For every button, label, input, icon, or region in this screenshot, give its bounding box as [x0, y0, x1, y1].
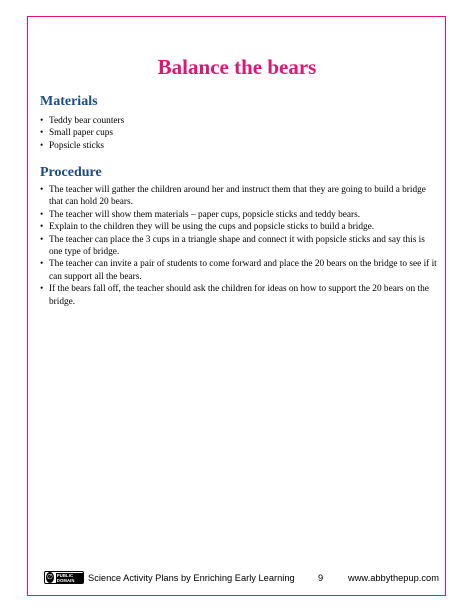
list-item-text: The teacher can invite a pair of students to come forward and place the 20 bears on the bridge to see if it can support all the bears.: [49, 259, 437, 282]
materials-list: [40, 115, 440, 152]
list-item-text: Teddy bear counters: [49, 116, 125, 126]
list-item: [40, 258, 440, 283]
list-item: [40, 209, 440, 221]
procedure-heading: Procedure: [40, 165, 102, 180]
bullet-icon: •: [40, 234, 44, 245]
list-item: [40, 283, 440, 308]
public-domain-icon: ∅: [46, 573, 53, 581]
list-item-text: The teacher will gather the children around her and instruct them that they are going to build a bridge that can hold 20 bears.: [49, 185, 426, 208]
procedure-list: [40, 184, 440, 308]
list-item: [40, 221, 440, 233]
list-item-text: Popsicle sticks: [49, 140, 105, 151]
bullet-icon: •: [40, 284, 44, 295]
list-item-text: Explain to the children they will be using the cups and popsicle sticks to build a bridge.: [49, 222, 375, 233]
bullet-icon: •: [40, 209, 44, 220]
list-item-text: The teacher can place the 3 cups in a triangle shape and connect it with popsicle sticks and say this is one type of bridge.: [49, 234, 425, 258]
public-domain-badge[interactable]: [44, 571, 84, 584]
bullet-icon: •: [40, 140, 44, 151]
page-footer: [0, 571, 474, 587]
bullet-icon: •: [40, 185, 44, 195]
materials-heading: Materials: [40, 94, 98, 109]
badge-label: PUBLIC DOMAIN: [56, 573, 83, 583]
bullet-icon: •: [40, 259, 44, 270]
bullet-icon: •: [40, 222, 44, 233]
list-item: [40, 184, 440, 209]
bullet-icon: •: [40, 116, 44, 126]
footer-website-link[interactable]: www.abbythepup.com: [348, 573, 439, 583]
page-number: 9: [318, 573, 324, 583]
list-item-text: If the bears fall off, the teacher should ask the children for ideas on how to support the 20 bears on the bridge.: [49, 284, 429, 307]
list-item: [40, 115, 440, 127]
list-item-text: Small paper cups: [49, 128, 114, 139]
list-item: [40, 140, 440, 152]
list-item-text: The teacher will show them materials – paper cups, popsicle sticks and teddy bears.: [49, 209, 361, 220]
list-item: [40, 234, 440, 259]
list-item: [40, 127, 440, 139]
footer-series-title: Science Activity Plans by Enriching Early Learning: [88, 573, 295, 583]
page-title: Balance the bears: [157, 55, 317, 79]
bullet-icon: •: [40, 128, 44, 139]
